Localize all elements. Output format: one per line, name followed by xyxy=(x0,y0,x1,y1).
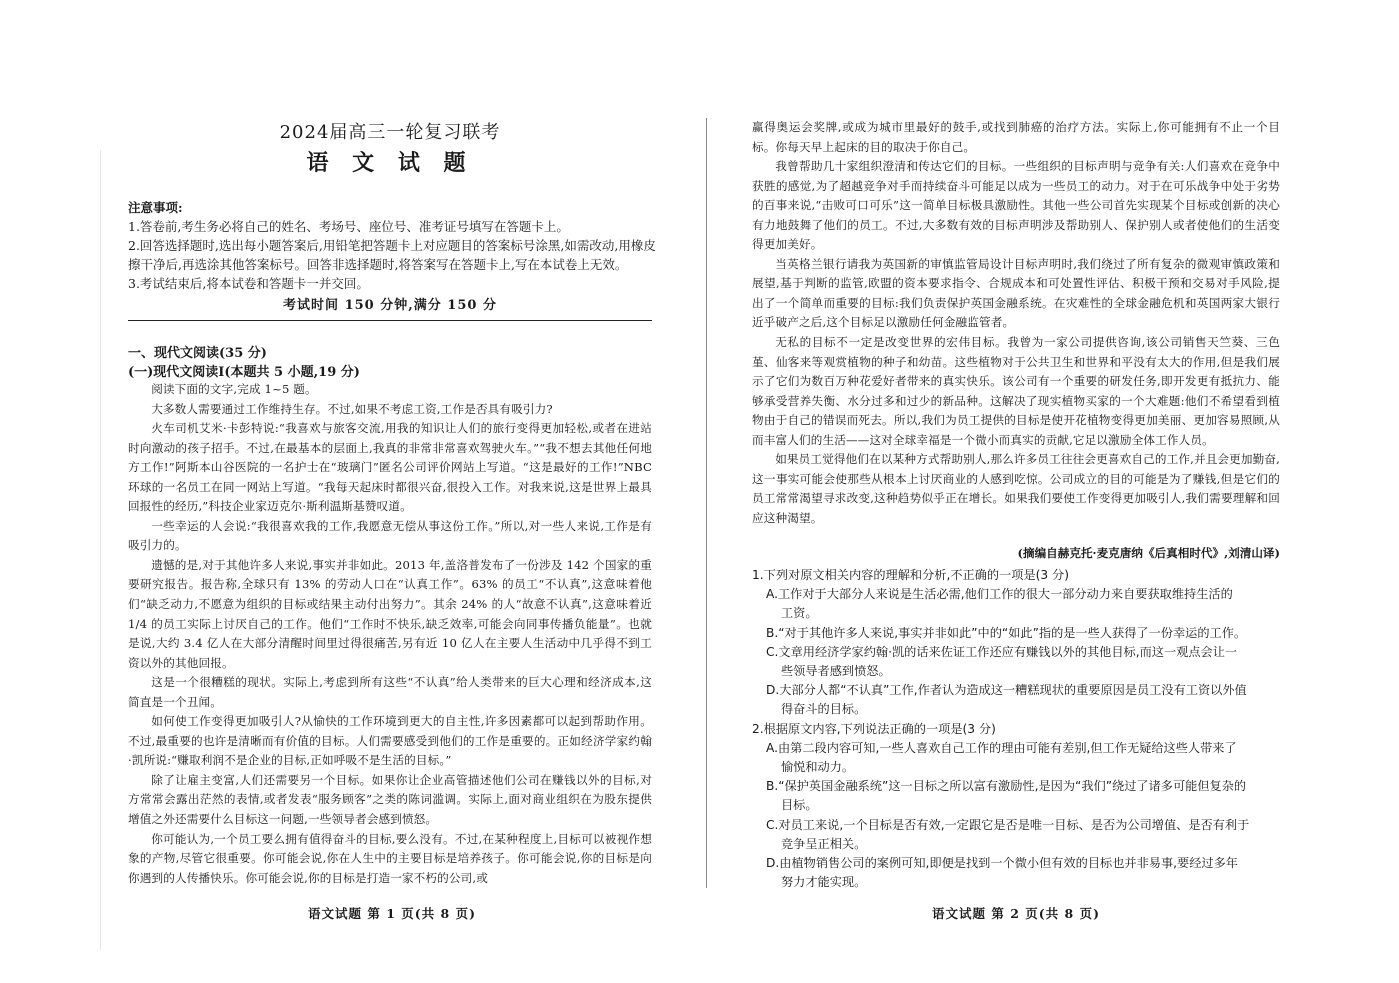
answer-option xyxy=(752,585,1280,623)
page-footer: 语文试题 第 2 页(共 8 页) xyxy=(932,906,1100,921)
page-divider xyxy=(706,118,707,888)
option-line-cont: 目标。 xyxy=(781,798,818,813)
page-footer: 语文试题 第 1 页(共 8 页) xyxy=(308,906,476,921)
notice-heading: 注意事项: xyxy=(128,200,183,215)
paragraph: 一些幸运的人会说:“我很喜欢我的工作,我愿意无偿从事这份工作。”所以,对一些人来说,工作是有吸引力的。 xyxy=(128,518,652,553)
answer-option xyxy=(752,681,1280,719)
horizontal-rule xyxy=(128,320,652,321)
exam-title: 2024届高三一轮复习联考 xyxy=(279,122,501,143)
option-line-cont: 工资。 xyxy=(781,606,818,621)
answer-option xyxy=(752,777,1280,815)
paragraph: 除了让雇主变富,人们还需要另一个目标。如果你让企业高管描述他们公司在赚钱以外的目标,对方常常会露出茫然的表情,或者发表“服务顾客”之类的陈词滥调。实际上,面对商业组织在为股东提供增值之外还需要什么目标这一问题,一些领导者会感到愤怒。 xyxy=(128,772,652,827)
option-line: D.由植物销售公司的案例可知,即便是找到一个微小但有效的目标也并非易事,要经过多年 xyxy=(766,856,1238,871)
paragraph: 火车司机艾米·卡彭特说:“我喜欢与旅客交流,用我的知识让人们的旅行变得更加轻松,或者在进站时向激动的孩子招手。不过,在最基本的层面上,我真的非常非常喜欢驾驶火车。”“我不想去其他任何地方工作!”阿斯本山谷医院的一名护士在“玻璃门”匿名公司评价网站上写道。“这是最好的工作!”NBC 环球的一名员工在同一网站上写道。“我每天起床时都很兴奋,很投入工作。对我来说,这是世界上最具回报性的经历,”科技企业家迈克尔·斯利温斯基赞叹道。 xyxy=(128,421,652,514)
questions xyxy=(752,566,1280,892)
option-line: C.对员工来说,一个目标是否有效,一定跟它是否是唯一目标、是否为公司增值、是否有利于 xyxy=(766,817,1250,832)
notice-line: 2.回答选择题时,选出每小题答案后,用铅笔把答题卡上对应题目的答案标号涂黑,如需改动,用橡皮 xyxy=(128,238,656,253)
answer-option xyxy=(752,624,1280,643)
exam-subtitle: 语 文 试 题 xyxy=(306,150,474,176)
question-stem: 2.根据原文内容,下列说法正确的一项是(3 分) xyxy=(752,721,996,736)
question-stem: 1.下列对原文相关内容的理解和分析,不正确的一项是(3 分) xyxy=(752,568,1069,582)
option-line: B.“对于其他许多人来说,事实并非如此”中的“如此”指的是一些人获得了一份幸运的工作。 xyxy=(766,625,1247,640)
reading-passage-part1 xyxy=(128,380,652,888)
answer-option xyxy=(752,643,1280,681)
option-line: A.由第二段内容可知,一些人喜欢自己工作的理由可能有差别,但工作无疑给这些人带来了 xyxy=(766,740,1237,755)
notice-line: 1.答卷前,考生务必将自己的姓名、考场号、座位号、准考证号填写在答题卡上。 xyxy=(128,219,569,234)
paragraph: 阅读下面的文字,完成 1~5 题。 xyxy=(151,382,317,396)
option-line: D.大部分人都“不认真”工作,作者认为造成这一糟糕现状的重要原因是员工没有工资以外值 xyxy=(766,683,1247,698)
option-line: C.文章用经济学家约翰·凯的话来佐证工作还应有赚钱以外的其他目标,而这一观点会让一 xyxy=(766,644,1238,659)
scan-edge-line xyxy=(100,150,101,950)
option-line-cont: 得奋斗的目标。 xyxy=(781,702,867,717)
option-line-cont: 竞争呈正相关。 xyxy=(781,836,867,851)
subsection-heading: (一)现代文阅读Ⅰ(本题共 5 小题,19 分) xyxy=(128,365,360,380)
paragraph: 赢得奥运会奖牌,或成为城市里最好的鼓手,或找到肺癌的治疗方法。实际上,你可能拥有不止一个目标。你每天早上起床的目的取决于你自己。 xyxy=(752,120,1280,154)
paragraph: 这是一个很糟糕的现状。实际上,考虑到所有这些“不认真”给人类带来的巨大心理和经济成本,这简直是一个丑闻。 xyxy=(128,675,652,709)
paragraph: 大多数人需要通过工作维持生存。不过,如果不考虑工资,工作是否具有吸引力? xyxy=(151,401,553,416)
paragraph: 遗憾的是,对于其他许多人来说,事实并非如此。2013 年,盖洛普发布了一份涉及 142 个国家的重要研究报告。报告称,全球只有 13% 的劳动人口在“认真工作”。63% 的员工“不认真”,这意味着他们“缺乏动力,不愿意为组织的目标或结果主动付出努力”。其余 24% 的人“故意不认真”,这意味着近 1/4 的员工实际上讨厌自己的工作。他们“工作时不快乐,缺乏效率,可能会向同事传播负能量”。也就是说,大约 3.4 亿人在大部分清醒时间里过得很痛苦,另有近 10 亿人在主要人生活动中几乎得不到工资以外的其他回报。 xyxy=(128,557,652,670)
answer-option xyxy=(752,739,1280,777)
option-line-cont: 些领导者感到愤怒。 xyxy=(781,664,891,679)
paragraph: 我曾帮助几十家组织澄清和传达它们的目标。一些组织的目标声明与竞争有关:人们喜欢在竞争中获胜的感觉,为了超越竞争对手而持续奋斗可能足以成为一些员工的动力。对于在可乐战争中处于劣势的百事来说,“击败可口可乐”这一简单目标极具激励性。其他一些公司首先实现某个目标或创新的决心有力地鼓舞了他们的员工。不过,大多数有效的目标声明涉及帮助别人、保护别人或者使他们的生活变得更加美好。 xyxy=(752,159,1280,252)
answer-option xyxy=(752,816,1280,854)
section-heading: 一、现代文阅读(35 分) xyxy=(128,346,267,361)
exam-time: 考试时间 150 分钟,满分 150 分 xyxy=(283,298,497,313)
source-citation: (摘编自赫克托·麦克唐纳《后真相时代》,刘清山译) xyxy=(1017,546,1280,560)
notice-line: 擦干净后,再选涂其他答案标号。回答非选择题时,将答案写在答题卡上,写在本试卷上无效。 xyxy=(128,257,628,272)
notice-line: 3.考试结束后,将本试卷和答题卡一并交回。 xyxy=(128,276,369,291)
paragraph: 如果员工觉得他们在以某种方式帮助别人,那么许多员工往往会更喜欢自己的工作,并且会更加勤奋,这一事实可能会使那些从根本上讨厌商业的人感到吃惊。公司成立的目的可能是为了赚钱,但是它们的员工常常渴望寻求改变,这种趋势似乎正在增长。如果我们要使工作变得更加吸引人,我们需要理解和回应这种渴望。 xyxy=(752,452,1280,525)
paragraph: 如何使工作变得更加吸引人?从愉快的工作环境到更大的自主性,许多因素都可以起到帮助作用。不过,最重要的也许是清晰而有价值的目标。人们需要感受到他们的工作是重要的。正如经济学家约翰·凯所说:“赚取利润不是企业的目标,正如呼吸不是生活的目标。” xyxy=(128,714,652,768)
option-line: B.“保护英国金融系统”这一目标之所以富有激励性,是因为“我们”绕过了诸多可能但复杂的 xyxy=(766,779,1247,794)
paragraph: 无私的目标不一定是改变世界的宏伟目标。我曾为一家公司提供咨询,该公司销售天竺葵、三色堇、仙客来等观赏植物的种子和幼苗。这些植物对于公共卫生和世界和平没有太大的作用,但是我们展示了它们为数百万种花爱好者带来的真实快乐。该公司有一个重要的研发任务,即开发更有抵抗力、能够承受营养失衡、水分过多和过少的新品种。这解决了现实植物买家的一个大难题:他们不希望看到植物由于自己的错误而死去。所以,我们为员工提供的目标是使开花植物变得更加美丽、更加容易照顾,从而丰富人们的生活——这对全球幸福是一个微小而真实的贡献,它足以激励全体工作人员。 xyxy=(752,335,1280,447)
option-line-cont: 努力才能实现。 xyxy=(781,875,867,890)
answer-option xyxy=(752,854,1280,892)
paragraph: 你可能认为,一个员工要么拥有值得奋斗的目标,要么没有。不过,在某种程度上,目标可以被视作想象的产物,尽管它很重要。你可能会说,你在人生中的主要目标是培养孩子。你可能会说,你的目标是向你遇到的人传播快乐。你可能会说,你的目标是打造一家不朽的公司,或 xyxy=(128,831,652,885)
paragraph: 当英格兰银行请我为英国新的审慎监管局设计目标声明时,我们绕过了所有复杂的微观审慎政策和展望,基于判断的监管,欧盟的资本要求指令、合规成本和可处置性评估、积极干预和交易对手风险,提出了一个简单而重要的目标:我们负责保护英国金融系统。在灾难性的全球金融危机和英国两家大银行近乎破产之后,这个目标足以激励任何金融监管者。 xyxy=(752,256,1280,330)
option-line: A.工作对于大部分人来说是生活必需,他们工作的很大一部分动力来自要获取维持生活的 xyxy=(766,587,1233,602)
reading-passage-part2 xyxy=(752,118,1280,528)
option-line-cont: 愉悦和动力。 xyxy=(781,760,855,775)
